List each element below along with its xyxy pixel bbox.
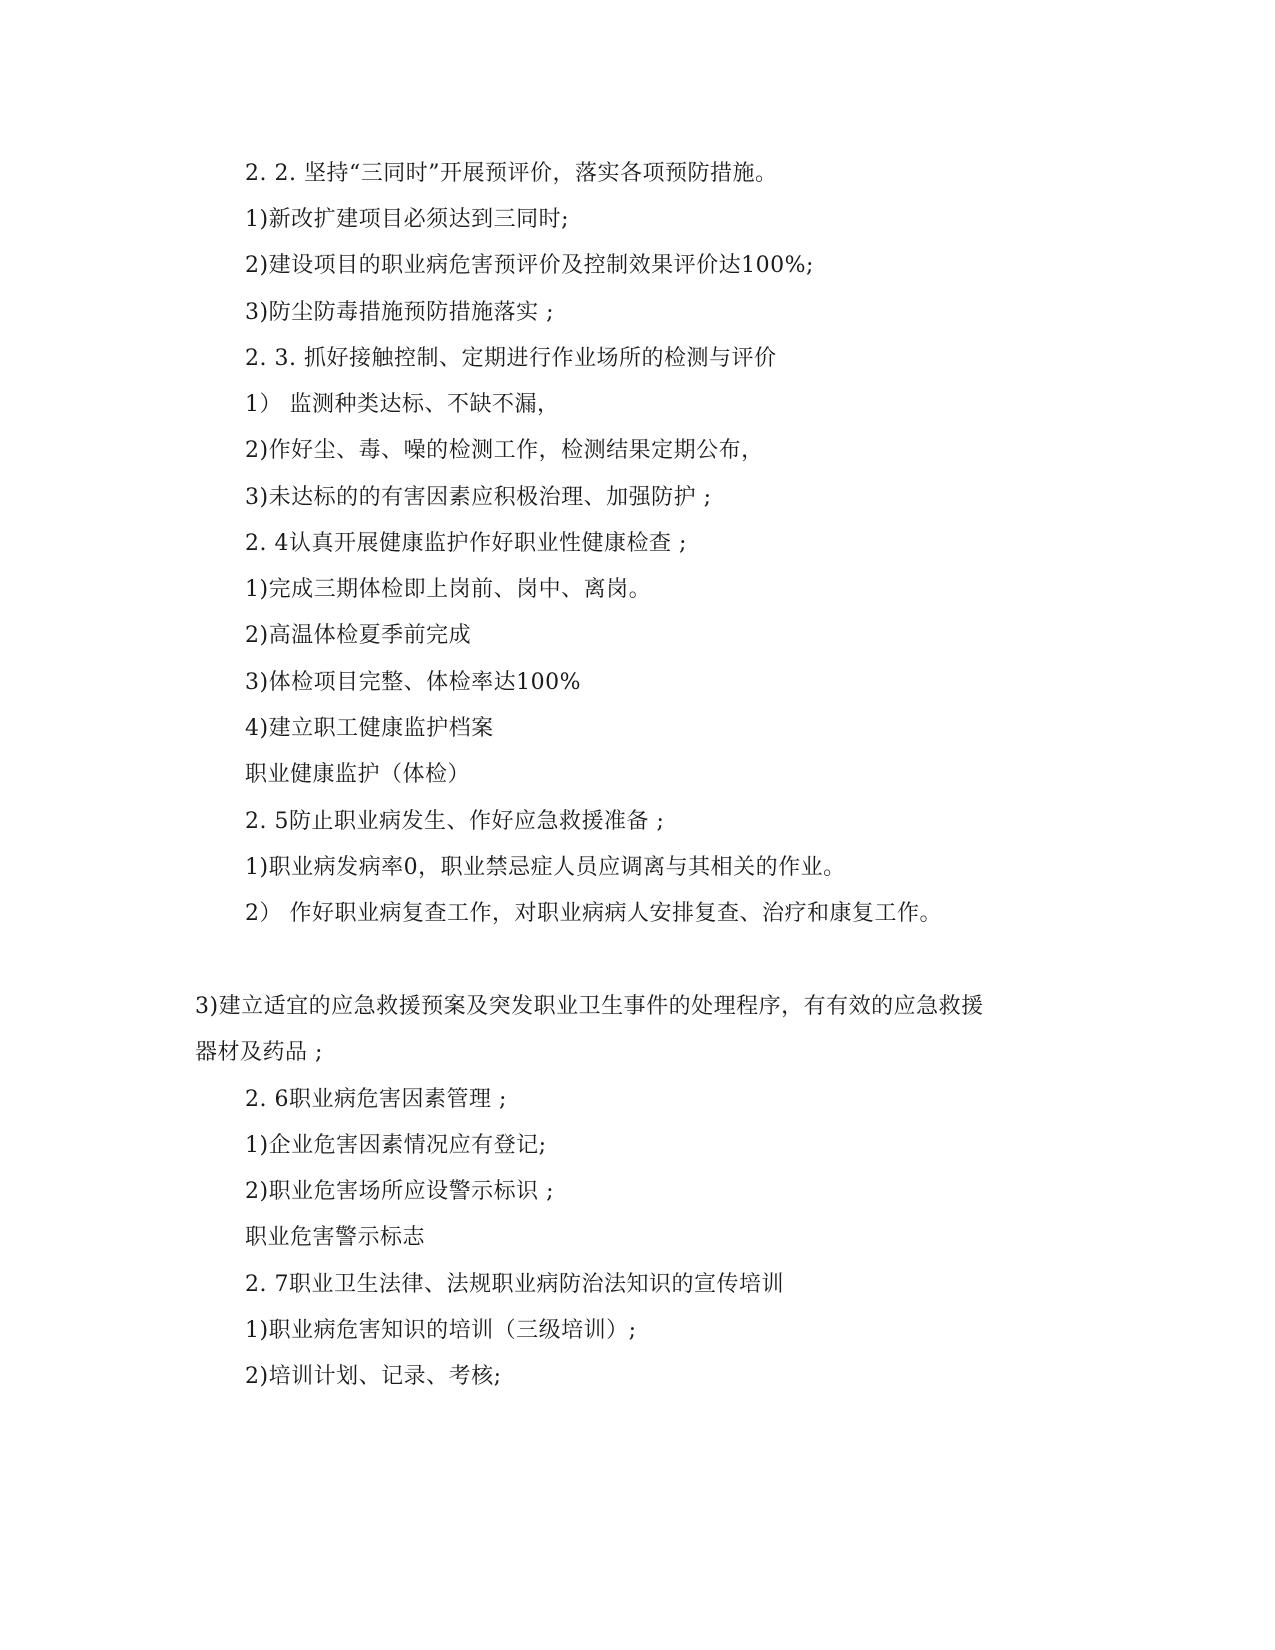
list-item: 3)体检项目完整、体检率达100% xyxy=(245,670,581,695)
list-item: 4)建立职工健康监护档案 xyxy=(245,716,494,741)
list-item: 1)企业危害因素情况应有登记; xyxy=(245,1133,547,1158)
list-item: 1)职业病危害知识的培训（三级培训）; xyxy=(245,1318,637,1343)
caption-health-monitoring: 职业健康监护（体检） xyxy=(245,762,471,787)
list-item: 1） 监测种类达标、不缺不漏， xyxy=(245,392,560,417)
list-item: 1)新改扩建项目必须达到三同时; xyxy=(245,207,569,232)
caption-warning-signs: 职业危害警示标志 xyxy=(245,1225,426,1250)
list-item: 2)建设项目的职业病危害预评价及控制效果评价达100%; xyxy=(245,253,814,278)
list-item: 2） 作好职业病复查工作，对职业病病人安排复查、治疗和康复工作。 xyxy=(245,901,942,926)
section-heading-2-3: 2. 3. 抓好接触控制、定期进行作业场所的检测与评价 xyxy=(245,346,777,371)
list-item: 1)职业病发病率0，职业禁忌症人员应调离与其相关的作业。 xyxy=(245,855,846,880)
section-heading-2-2: 2. 2. 坚持“三同时”开展预评价，落实各项预防措施。 xyxy=(245,161,778,186)
list-item: 3)防尘防毒措施预防措施落实 ; xyxy=(245,300,554,325)
section-heading-2-7: 2. 7职业卫生法律、法规职业病防治法知识的宣传培训 xyxy=(245,1272,784,1297)
section-heading-2-4: 2. 4认真开展健康监护作好职业性健康检查 ; xyxy=(245,531,687,556)
list-item: 2)高温体检夏季前完成 xyxy=(245,623,472,648)
list-item-wrapped-first: 3)建立适宜的应急救援预案及突发职业卫生事件的处理程序，有有效的应急救援 xyxy=(195,994,984,1019)
list-item-wrapped-second: 器材及药品 ; xyxy=(195,1040,323,1065)
list-item: 1)完成三期体检即上岗前、岗中、离岗。 xyxy=(245,577,652,602)
section-heading-2-6: 2. 6职业病危害因素管理 ; xyxy=(245,1087,507,1112)
list-item: 2)作好尘、毒、噪的检测工作，检测结果定期公布， xyxy=(245,438,764,463)
list-item: 2)培训计划、记录、考核; xyxy=(245,1364,502,1389)
list-item: 3)未达标的的有害因素应积极治理、加强防护 ; xyxy=(245,485,712,510)
list-item: 2)职业危害场所应设警示标识 ; xyxy=(245,1179,554,1204)
section-heading-2-5: 2. 5防止职业病发生、作好应急救援准备 ; xyxy=(245,809,665,834)
